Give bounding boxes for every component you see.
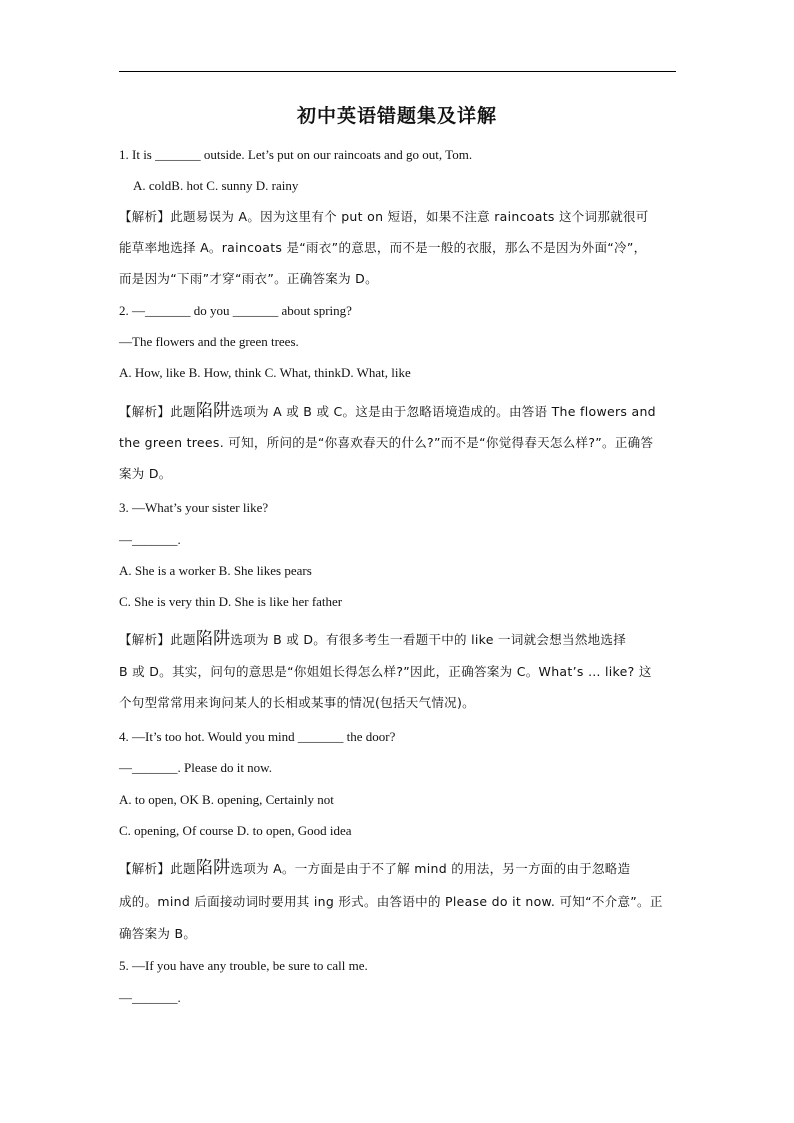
question-2-answer: —The flowers and the green trees. <box>119 334 299 349</box>
analysis-text: 选项为 A 或 B 或 C。这是由于忽略语境造成的。由答语 The flowers and <box>230 404 656 419</box>
question-5-answer: —_______. <box>119 990 181 1005</box>
question-1: 1. It is _______ outside. Let’s put on our raincoats and go out, Tom. <box>119 147 473 162</box>
question-2: 2. —_______ do you _______ about spring? <box>119 303 352 318</box>
question-2-analysis: 案为 D。 <box>119 466 172 481</box>
question-5: 5. —If you have any trouble, be sure to call me. <box>119 958 368 973</box>
question-4-options: C. opening, Of course D. to open, Good idea <box>119 823 352 838</box>
question-4-analysis: 成的。mind 后面接动词时要用其 ing 形式。由答语中的 Please do it now. 可知“不介意”。正 <box>119 894 663 909</box>
analysis-prefix: 【解析】此题 <box>119 861 196 876</box>
trap-word: 陷阱 <box>195 629 231 649</box>
page-title: 初中英语错题集及详解 <box>296 105 497 127</box>
trap-word: 陷阱 <box>195 401 231 421</box>
question-4-analysis <box>119 860 679 877</box>
question-4-answer: —_______. Please do it now. <box>119 760 272 775</box>
question-3: 3. —What’s your sister like? <box>119 500 269 515</box>
analysis-prefix: 【解析】此题 <box>119 632 196 647</box>
question-3-analysis: 个句型常常用来询问某人的长相或某事的情况(包括天气情况)。 <box>119 695 475 710</box>
trap-word: 陷阱 <box>195 858 231 878</box>
question-3-options: A. She is a worker B. She likes pears <box>119 563 312 578</box>
question-4: 4. —It’s too hot. Would you mind _______ the door? <box>119 729 396 744</box>
analysis-prefix: 【解析】此题 <box>119 404 196 419</box>
question-3-answer: —_______. <box>119 532 181 547</box>
question-4-options: A. to open, OK B. opening, Certainly not <box>119 792 334 807</box>
question-2-analysis: the green trees. 可知，所问的是“你喜欢春天的什么?”而不是“你觉得春天怎么样?”。正确答 <box>119 435 654 450</box>
analysis-text: 选项为 B 或 D。有很多考生一看题干中的 like 一词就会想当然地选择 <box>230 632 627 647</box>
analysis-text: 选项为 A。一方面是由于不了解 mind 的用法，另一方面的由于忽略造 <box>230 861 631 876</box>
question-1-analysis: 【解析】此题易误为 A。因为这里有个 put on 短语，如果不注意 raincoats 这个词那就很可 <box>119 209 649 224</box>
header-rule <box>119 71 676 72</box>
question-3-analysis: B 或 D。其实，问句的意思是“你姐姐长得怎么样?”因此，正确答案为 C。What’s … like? 这 <box>119 664 652 679</box>
question-4-analysis: 确答案为 B。 <box>119 926 197 941</box>
question-3-analysis <box>119 631 679 648</box>
question-2-options: A. How, like B. How, think C. What, thinkD. What, like <box>119 365 411 380</box>
question-1-analysis: 能草率地选择 A。raincoats 是“雨衣”的意思，而不是一般的衣服，那么不是因为外面“冷”， <box>119 240 647 255</box>
question-3-options: C. She is very thin D. She is like her father <box>119 594 343 609</box>
question-2-analysis <box>119 403 679 420</box>
question-1-analysis: 而是因为“下雨”才穿“雨衣”。正确答案为 D。 <box>119 271 378 286</box>
question-1-options: A. coldB. hot C. sunny D. rainy <box>133 178 299 193</box>
